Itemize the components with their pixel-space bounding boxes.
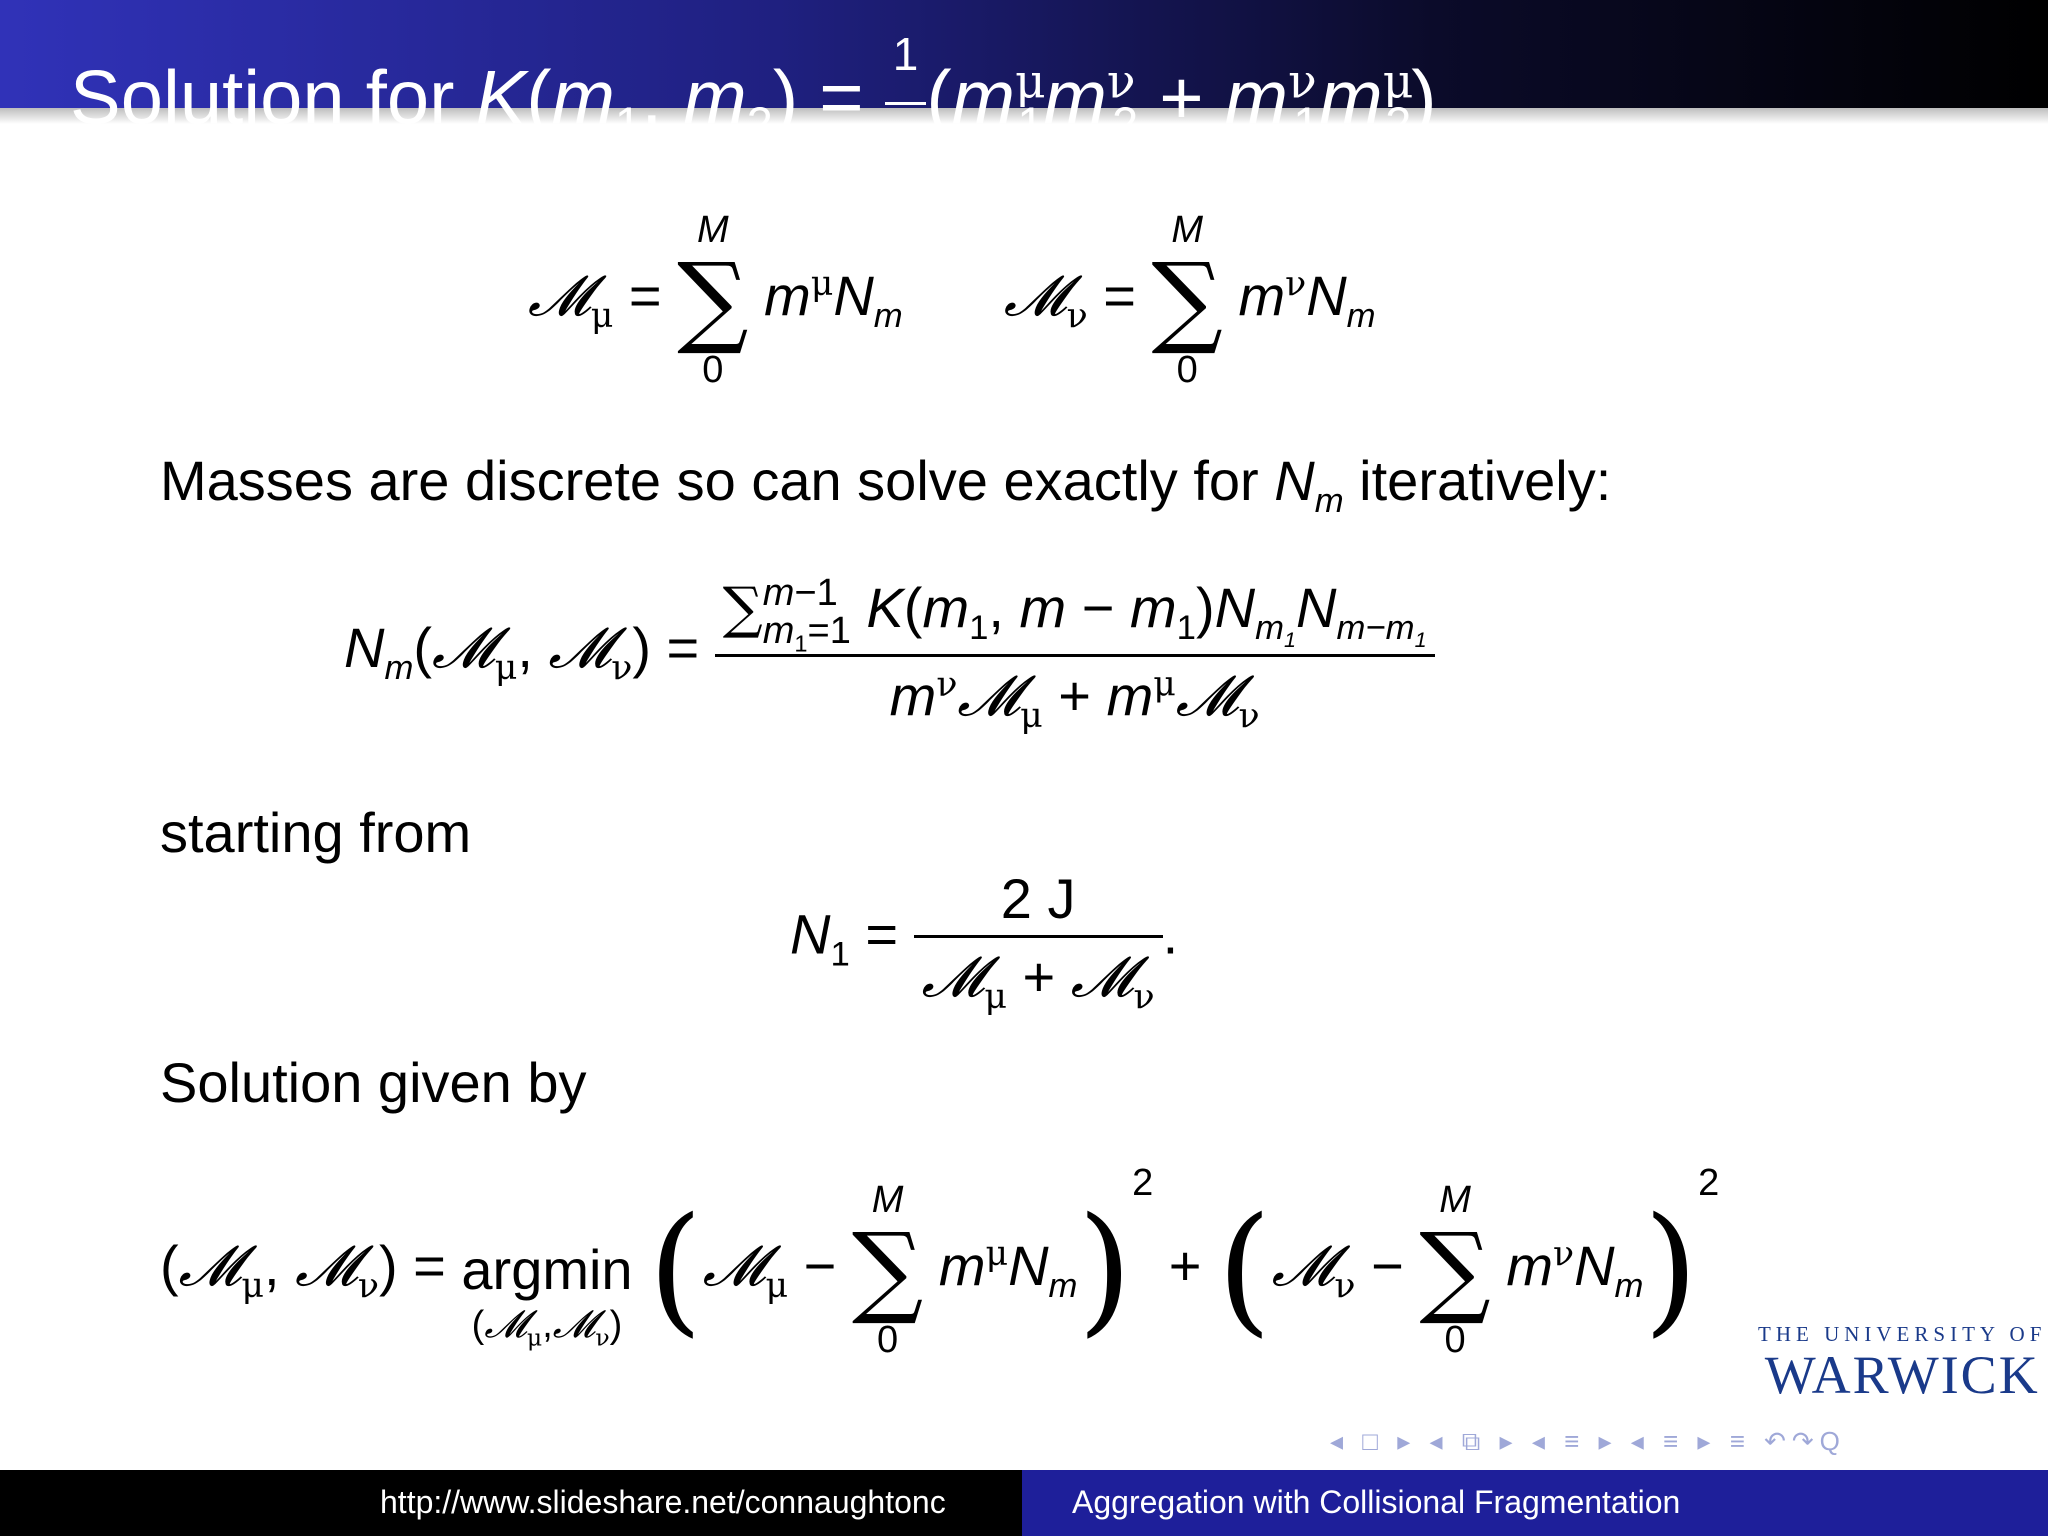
moments-equation: 𝓜$_\mu$ = M ∑ 0 $m^\mu N_m$ 𝓜$_\nu$ = M ∑ 0 $m^\nu N_m$: [528, 209, 1376, 391]
text-solution: Solution given by: [160, 1051, 587, 1114]
n1-fraction: $\frac{2 J}{𝓜_\mu + 𝓜_\nu}$: [914, 866, 1163, 1011]
n1-equation: $N_1$ = $\frac{2 J}{𝓜_\mu + 𝓜_\nu}$ .: [790, 867, 1179, 1018]
iteration-equation: $N_m(𝓜_\mu$, 𝓜$_\nu$) = ∑m−1 $m_1=1$ $K(m_1$, $m - m_1)N_{m_1}N_{m-m_1}$ $m^\nu 𝓜_\mu$ + $m^\mu 𝓜_\nu$: [344, 574, 1435, 730]
footer-right: Aggregation with Collisional Fragmentation: [1022, 1470, 2048, 1536]
title-text: Solution for: [70, 55, 476, 141]
text-discrete: Masses are discrete so can solve exactly for $N_m$ iteratively:: [160, 449, 1612, 521]
sum-symbol: M ∑ 0: [1419, 1179, 1491, 1361]
footer: [0, 1470, 2048, 1536]
sum-symbol: M ∑ 0: [1151, 209, 1223, 391]
sum-symbol: M ∑ 0: [677, 209, 749, 391]
argmin-equation: (𝓜$_\mu$, 𝓜$_\nu$) = argmin (𝓜$_\mu$,𝓜$_\nu$) (𝓜$_\mu$ − M ∑ 0 $m^\mu N_m)^2$ + (𝓜$_\nu$ − M ∑ 0 $m^\nu N_m)^2$: [160, 1162, 1720, 1361]
sum-symbol: M ∑ 0: [851, 1179, 924, 1361]
iteration-fraction: ∑m−1 $m_1=1$ $K(m_1$, $m - m_1)N_{m_1}N_{m-m_1}$ $m^\nu 𝓜_\mu$ + $m^\mu 𝓜_\nu$: [715, 574, 1435, 730]
text-starting: starting from: [160, 801, 472, 864]
slide-title: Solution for $K(m_1$, $m_2$) = $\frac{1}{2}$ $(m^\mu_1m^\nu_2 + m^\nu_1m^\mu_2)$: [70, 6, 1437, 201]
warwick-logo: THE UNIVERSITY OF WARWICK: [1758, 1322, 2047, 1405]
footer-left: http://www.slideshare.net/connaughtonc: [0, 1470, 1022, 1536]
beamer-navigation[interactable]: ◂ □ ▸ ◂ ⧉ ▸ ◂ ≡ ▸ ◂ ≡ ▸ ≡ ↶↷Q: [1330, 1426, 1846, 1456]
